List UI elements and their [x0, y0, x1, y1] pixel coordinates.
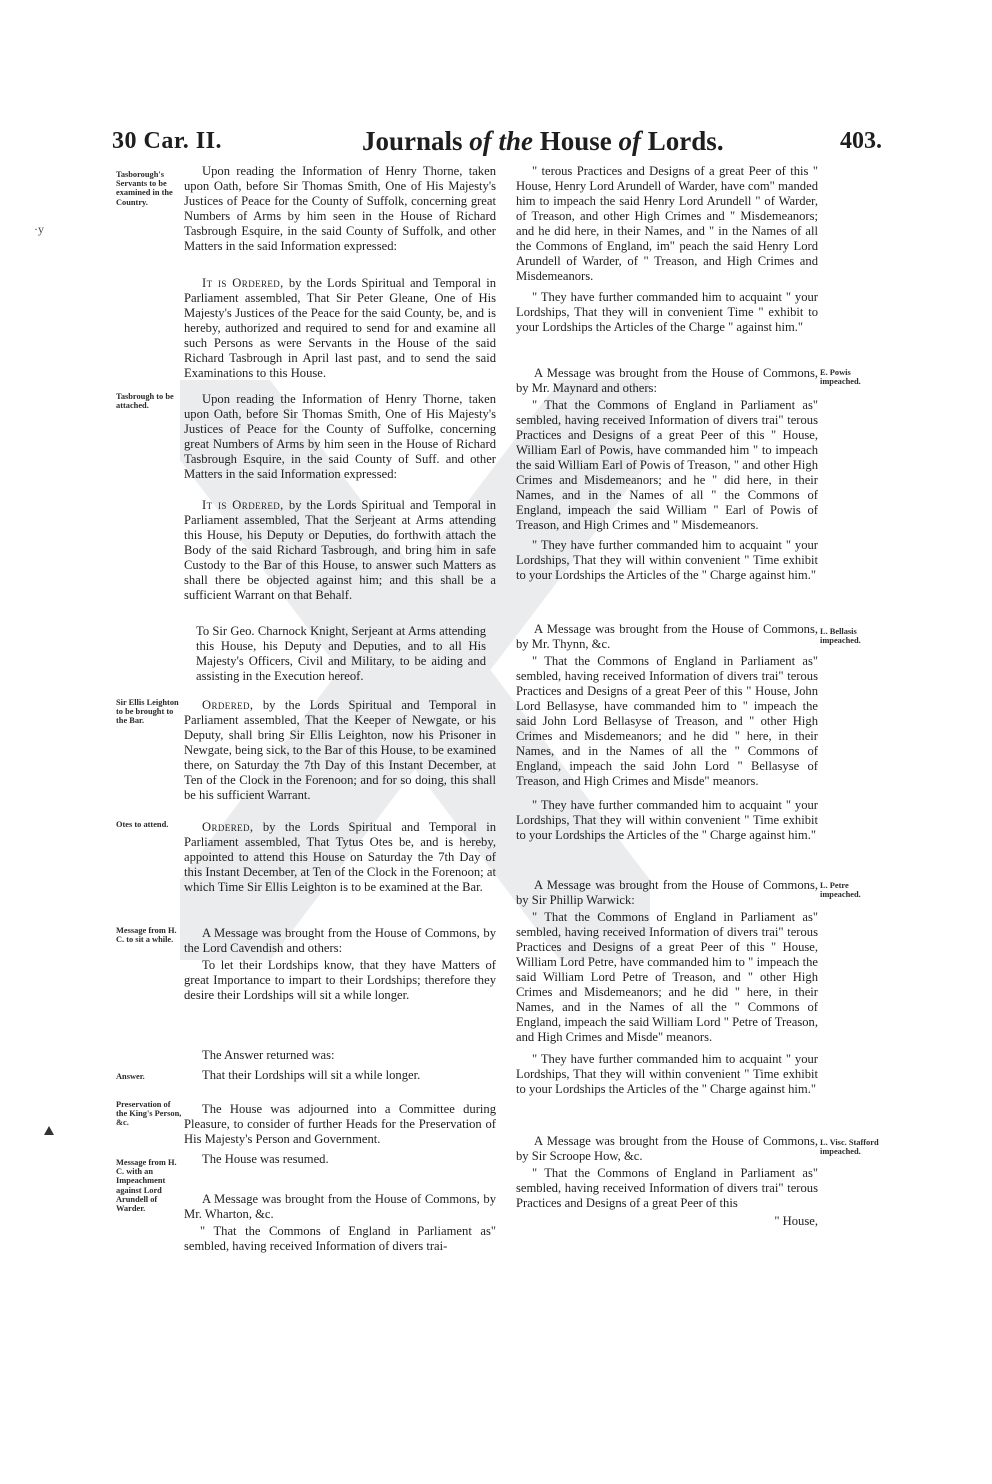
margin-note-otes: Otes to attend.: [116, 820, 169, 829]
paragraph: A Message was brought from the House of Commons, by Mr. Thynn, &c.: [516, 622, 818, 652]
order-lead: Ordered,: [202, 698, 254, 712]
paragraph-text: by the Lords Spiritual and Temporal in Parliament assembled, That the Keeper of Newgate, or his Deputy, shall bring Sir Ellis Leighton, now his Prisoner in Newgate, being sick, to the Bar of this House, to be examined there, on Saturday the 7th Day of this Instant December, at Ten of the Clock in the Forenoon; and for so doing, this shall be his sufficient Warrant.: [184, 698, 496, 803]
margin-note-answer: Answer.: [116, 1072, 145, 1081]
paragraph-text: by the Lords Spiritual and Temporal in Parliament assembled, That Tytus Otes be, and is hereby, appointed to attend this House on Saturday the 7th Day of this Instant December, at Ten of the Clock in the Forenoon; at which Time Sir Ellis Leighton is to be examined at the Bar.: [184, 820, 496, 895]
paragraph: A Message was brought from the House of Commons, by the Lord Cavendish and others:: [184, 926, 496, 956]
paragraph: Upon reading the Information of Henry Thorne, taken upon Oath, before Sir Thomas Smith, One of His Majesty's Justices of Peace for the County of Suffolk, concerning great Numbers of Arms by him seen in the House of Richard Tasbrough Esquire, in the said County of Suffolk, and other Matters in the said Information expressed:: [184, 164, 496, 254]
paragraph: A Message was brought from the House of Commons, by Sir Phillip Warwick:: [516, 878, 818, 908]
order-lead: It is Ordered,: [202, 276, 284, 290]
header-regnal-year: 30 Car. II.: [112, 128, 222, 154]
margin-note-tasbrough-attached: Tasbrough to be attached.: [116, 392, 174, 411]
header-title-part: Lords.: [641, 126, 724, 156]
quote-paragraph: " That the Commons of England in Parliament as" sembled, having received Information of divers trai" terous Practices and Designs of a great Peer of this " House, William Lord Petre, have commanded him to " impeach the said William Lord Petre of Treason, and " other High Crimes and Misdemeanors; and he did " here, in their Names, and in the Names of all the " Commons of England, impeach the said William Lord " Petre of Treason, and High Crimes and Misde" meanors.: [516, 910, 818, 1045]
order-lead: It is Ordered,: [202, 498, 284, 512]
quote-paragraph: " They have further commanded him to acquaint " your Lordships, That they will in convenient Time " exhibit to your Lordships the Articles of the Charge " against him.": [516, 290, 818, 335]
paragraph: A Message was brought from the House of Commons, by Mr. Wharton, &c.: [184, 1192, 496, 1222]
paragraph: [184, 498, 496, 603]
paragraph: The House was adjourned into a Committee during Pleasure, to consider of further Heads for the Preservation of His Majesty's Person and Government.: [184, 1102, 496, 1147]
margin-note-petre: L. Petre impeached.: [820, 881, 861, 900]
margin-note-stafford: L. Visc. Stafford impeached.: [820, 1138, 879, 1157]
paragraph-text: by the Lords Spiritual and Temporal in Parliament assembled, That the Serjeant at Arms attending this House, his Deputy or Deputies, do forthwith attach the Body of the said Richard Tasbrough, and bring him in safe Custody to the Bar of this House, to answer such Matters as shall there be objected against him; and this shall be a sufficient Warrant on that Behalf.: [184, 498, 496, 603]
page-number: 403.: [840, 128, 882, 154]
quote-paragraph: " That the Commons of England in Parliament as" sembled, having received Information of divers trai" terous Practices and Designs of a great Peer of this " House, William Earl of Powis, have commanded him " to impeach the said William Earl of Powis of Treason, " and other High Crimes and Misdemeanors; and he " did here, in their Names, and in the Names of all " the Commons of England, impeach the said William " Earl of Powis of Treason, and High Crimes and " Misdemeanors.: [516, 398, 818, 533]
quote-paragraph: " terous Practices and Designs of a great Peer of this " House, Henry Lord Arundell of Warder, have com" manded him to impeach the said Henry Lord Arundell " of Warder, of Treason, and other High Crimes and " Misdemeanors; and he did here, in their Names, and " in the Names of all the Commons of England, im" peach the said Henry Lord Arundell of Warder, of " Treason, and High Crimes and Misdemeanors.: [516, 164, 818, 284]
margin-triangle-mark: [44, 1126, 54, 1135]
margin-note-preservation: Preservation of the King's Person, &c.: [116, 1100, 182, 1128]
paragraph: [184, 820, 496, 895]
paragraph: [184, 276, 496, 381]
quote-paragraph: " That the Commons of England in Parliament as" sembled, having received Information of divers trai" terous Practices and Designs of a great Peer of this " House, John Lord Bellasyse, have commanded him to " impeach the said John Lord Bellasyse of Treason, and " other High Crimes and Misdemeanors; and he did " here, in their Names, and in the Names of all the " Commons of England, impeach the said John Lord " Bellasyse of Treason, and High Crimes and Misde" meanors.: [516, 654, 818, 789]
paragraph: A Message was brought from the House of Commons, by Sir Scroope How, &c.: [516, 1134, 818, 1164]
answer-heading: The Answer returned was:: [202, 1048, 335, 1062]
header-title-part: House: [533, 126, 619, 156]
paragraph: A Message was brought from the House of Commons, by Mr. Maynard and others:: [516, 366, 818, 396]
paragraph-text: by the Lords Spiritual and Temporal in Parliament assembled, That Sir Peter Gleane, One of His Majesty's Justices of the Peace for the said County, be, and is hereby, authorized and required to send for and examine all such Persons as were Servants in the House of the said Richard Tasbrough in April last past, and to send the said Examinations to this House.: [184, 276, 496, 381]
order-lead: Ordered,: [202, 820, 254, 834]
margin-note-powis: E. Powis impeached.: [820, 368, 861, 387]
quote-paragraph: " They have further commanded him to acquaint " your Lordships, That they will within convenient " Time exhibit to your Lordships the Articles of the " Charge against him.": [516, 798, 818, 843]
catchword: " House,: [774, 1214, 818, 1228]
quote-paragraph: " They have further commanded him to acquaint " your Lordships, That they will within convenient " Time exhibit to your Lordships the Articles of the " Charge against him.": [516, 1052, 818, 1097]
answer-text: That their Lordships will sit a while longer.: [202, 1068, 421, 1082]
margin-note-message-sit: Message from H. C. to sit a while.: [116, 926, 177, 945]
margin-note-ellis-leighton: Sir Ellis Leighton to be brought to the Bar.: [116, 698, 179, 726]
quote-paragraph: " That the Commons of England in Parliament as" sembled, having received Information of divers trai" terous Practices and Designs of a great Peer of this: [516, 1166, 818, 1211]
header-title-part: Journals: [362, 126, 470, 156]
margin-note-bellasis: L. Bellasis impeached.: [820, 627, 861, 646]
header-title: [362, 126, 724, 157]
margin-note-tasbrough-servants: Tasborough's Servants to be examined in the Country.: [116, 170, 173, 207]
paragraph: To let their Lordships know, that they have Matters of great Importance to impart to their Lordships; therefore they desire their Lordships will sit a while longer.: [184, 958, 496, 1003]
running-head: [112, 128, 882, 162]
paragraph: The House was resumed.: [202, 1152, 329, 1166]
quote-paragraph: " They have further commanded him to acquaint " your Lordships, That they will within convenient " Time exhibit to your Lordships the Articles of the " Charge against him.": [516, 538, 818, 583]
header-title-part: of: [618, 126, 642, 156]
quote-paragraph: " That the Commons of England in Parliament as" sembled, having received Information of divers trai-: [184, 1224, 496, 1254]
header-title-part: of the: [469, 126, 534, 156]
warrant-address: To Sir Geo. Charnock Knight, Serjeant at Arms attending this House, his Deputy and Deputies, and to all His Majesty's Officers, Civil and Military, to be aiding and assisting in the Execution hereof.: [196, 624, 486, 684]
margin-tick-mark: ·y: [34, 222, 44, 236]
paragraph: Upon reading the Information of Henry Thorne, taken upon Oath, before Sir Thomas Smith, One of His Majesty's Justices of Peace for the County of Suffolke, concerning great Numbers of Arms by him seen in the House of Richard Tasbrough Esquire, in the said County of Suff. and other Matters in the said Information expressed:: [184, 392, 496, 482]
margin-note-message-impeach: Message from H. C. with an Impeachment against Lord Arundell of Warder.: [116, 1158, 177, 1214]
paragraph: [184, 698, 496, 803]
